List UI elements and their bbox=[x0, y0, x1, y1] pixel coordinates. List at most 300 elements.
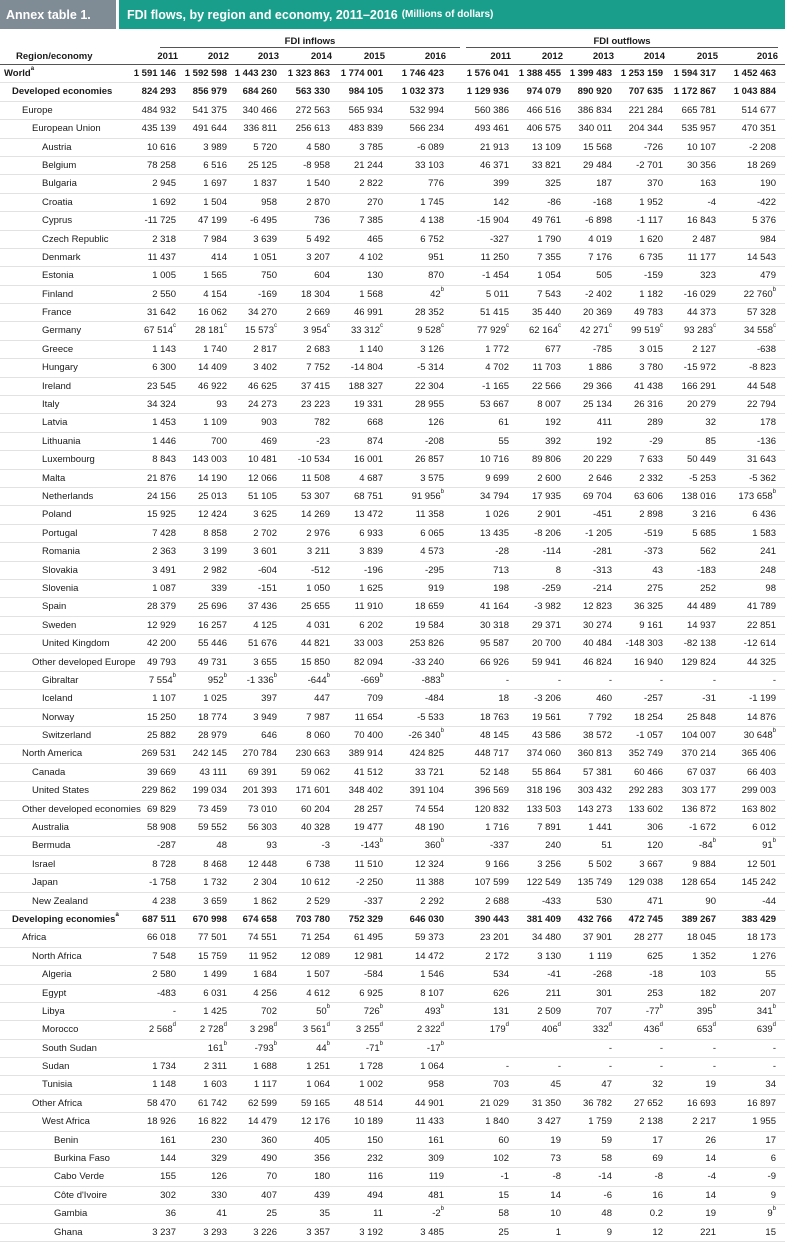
outflow-cell: 207 bbox=[760, 987, 776, 999]
row-name: Slovenia bbox=[42, 582, 79, 594]
outflow-cell: -785 bbox=[592, 343, 612, 355]
outflow-cell: 26 316 bbox=[633, 399, 663, 411]
outflow-cell: 19 561 bbox=[531, 711, 561, 723]
outflow-cell: -86 bbox=[547, 196, 561, 208]
table-row bbox=[0, 1132, 785, 1150]
row-name: Cyprus bbox=[42, 215, 73, 227]
outflow-cell: 2 898 bbox=[639, 509, 663, 521]
outflow-cell: 253 bbox=[647, 987, 663, 999]
outflow-cell: 120 bbox=[647, 840, 663, 852]
outflow-cell: 44 325 bbox=[746, 656, 776, 668]
inflow-cell: 93 bbox=[266, 840, 277, 852]
outflow-cell: 22 566 bbox=[531, 380, 561, 392]
inflow-cell: -484 bbox=[424, 693, 444, 705]
inflow-cell: 703 780 bbox=[295, 913, 330, 925]
outflow-cell: 14 bbox=[550, 1189, 561, 1201]
inflow-cell: 6 202 bbox=[359, 619, 383, 631]
outflow-cell: 49 783 bbox=[633, 307, 663, 319]
table-row bbox=[0, 231, 785, 249]
outflow-cell: 18 045 bbox=[686, 932, 716, 944]
inflow-cell: 3 949 bbox=[253, 711, 277, 723]
outflow-cell: 9$^b$ bbox=[767, 1206, 776, 1220]
inflow-cell: 532 994 bbox=[409, 104, 444, 116]
inflow-cell: 28 257 bbox=[353, 803, 383, 815]
table-row bbox=[0, 801, 785, 819]
table-row bbox=[0, 1058, 785, 1076]
outflow-cell: -1 057 bbox=[636, 730, 663, 742]
inflow-cell: 77 501 bbox=[197, 932, 227, 944]
inflow-cell: 1 002 bbox=[359, 1079, 383, 1091]
inflow-cell: 49 793 bbox=[146, 656, 176, 668]
table-row bbox=[0, 1205, 785, 1223]
row-name: North Africa bbox=[32, 950, 82, 962]
table-row bbox=[0, 1021, 785, 1039]
row-name: Europe bbox=[22, 104, 53, 116]
inflow-cell: 230 663 bbox=[295, 748, 330, 760]
outflow-cell: 51 bbox=[601, 840, 612, 852]
outflow-cell: 514 677 bbox=[741, 104, 776, 116]
inflow-cell: 776 bbox=[428, 178, 444, 190]
table-row bbox=[0, 414, 785, 432]
row-name: Norway bbox=[42, 711, 75, 723]
table-row bbox=[0, 580, 785, 598]
inflow-cell: 33 721 bbox=[414, 766, 444, 778]
inflow-cell: 494 bbox=[367, 1189, 383, 1201]
inflow-cell: 824 293 bbox=[141, 86, 176, 98]
outflow-cell: 7 176 bbox=[588, 251, 612, 263]
table-row bbox=[0, 635, 785, 653]
fdi-table bbox=[0, 34, 785, 1242]
outflow-cell: 241 bbox=[760, 546, 776, 558]
inflow-cell: 6 300 bbox=[152, 362, 176, 374]
outflow-cell: 3 667 bbox=[639, 858, 663, 870]
outflow-cell: 25 134 bbox=[582, 399, 612, 411]
inflow-cell: 71 254 bbox=[300, 932, 330, 944]
table-body bbox=[0, 65, 785, 1242]
outflow-cell: 34 794 bbox=[479, 490, 509, 502]
inflow-cell: 1 443 230 bbox=[234, 68, 277, 79]
outflow-cell: 12 501 bbox=[746, 858, 776, 870]
row-name: Austria bbox=[42, 141, 72, 153]
inflow-cell: 1 688 bbox=[253, 1061, 277, 1073]
row-name: Sweden bbox=[42, 619, 77, 631]
inflow-cell: 58 470 bbox=[146, 1097, 176, 1109]
inflow-cell: 435 139 bbox=[141, 123, 176, 135]
outflow-cell: 1 043 884 bbox=[733, 86, 776, 98]
inflow-cell: 750 bbox=[261, 270, 277, 282]
year-header-in-2014: 2014 bbox=[310, 51, 332, 62]
inflow-cell: 4 238 bbox=[152, 895, 176, 907]
inflow-cell: 6 752 bbox=[420, 233, 444, 245]
inflow-cell: 12 929 bbox=[146, 619, 176, 631]
inflow-cell: 48 190 bbox=[414, 822, 444, 834]
inflow-cell: 687 511 bbox=[142, 913, 176, 925]
table-row bbox=[0, 782, 785, 800]
inflow-cell: 242 145 bbox=[192, 748, 227, 760]
inflow-cell: 1 774 001 bbox=[340, 68, 383, 79]
outflow-cell: 4 019 bbox=[588, 233, 612, 245]
inflow-cell: 1 064 bbox=[306, 1079, 330, 1091]
outflow-cell: -1 205 bbox=[585, 527, 612, 539]
outflow-cell: 470 351 bbox=[741, 123, 776, 135]
inflow-cell: 16 257 bbox=[197, 619, 227, 631]
outflow-cell: -2 402 bbox=[585, 288, 612, 300]
inflow-cell: -11 725 bbox=[144, 215, 176, 227]
inflow-cell: 1 540 bbox=[306, 178, 330, 190]
inflow-cell: 28 379 bbox=[146, 601, 176, 613]
outflow-cell: 1 576 041 bbox=[466, 68, 509, 79]
outflow-cell: -281 bbox=[592, 546, 612, 558]
inflow-cell: 28 181$^c$ bbox=[194, 323, 227, 337]
inflow-cell: 563 330 bbox=[295, 86, 330, 98]
inflow-cell: -17$^b$ bbox=[426, 1040, 444, 1054]
inflow-cell: 1 051 bbox=[253, 251, 277, 263]
row-name: European Union bbox=[32, 123, 101, 135]
table-row bbox=[0, 102, 785, 120]
inflow-cell: 8 843 bbox=[152, 454, 176, 466]
inflow-cell: 2 318 bbox=[152, 233, 176, 245]
outflow-cell: 411 bbox=[596, 417, 612, 429]
row-name: Bermuda bbox=[32, 840, 71, 852]
outflow-cell: 29 371 bbox=[531, 619, 561, 631]
outflow-cell: 383 429 bbox=[741, 913, 776, 925]
row-name: Hungary bbox=[42, 362, 78, 374]
inflow-cell: 4 102 bbox=[359, 251, 383, 263]
inflow-cell: 48 514 bbox=[353, 1097, 383, 1109]
inflow-cell: 3 293 bbox=[203, 1226, 227, 1238]
inflow-cell: 3 561$^d$ bbox=[302, 1022, 330, 1036]
inflow-cell: 3 575 bbox=[420, 472, 444, 484]
row-name: Côte d'Ivoire bbox=[54, 1189, 108, 1201]
inflow-cell: 490 bbox=[261, 1153, 277, 1165]
inflow-cell: 1 148 bbox=[152, 1079, 176, 1091]
inflow-cell: 15 759 bbox=[197, 950, 227, 962]
outflow-cell: 2 138 bbox=[639, 1116, 663, 1128]
outflow-cell: 34 558$^c$ bbox=[743, 323, 776, 337]
inflow-cell: 856 979 bbox=[192, 86, 227, 98]
outflow-cell: 14 543 bbox=[746, 251, 776, 263]
outflow-cell: - bbox=[772, 1042, 776, 1054]
outflow-cell: 16 693 bbox=[686, 1097, 716, 1109]
inflow-cell: 1 109 bbox=[203, 417, 227, 429]
group-header-inflows: FDI inflows bbox=[284, 36, 336, 47]
inflow-cell: 465 bbox=[367, 233, 383, 245]
inflow-cell: 61 495 bbox=[353, 932, 383, 944]
table-row bbox=[0, 139, 785, 157]
outflow-cell: 1 441 bbox=[588, 822, 612, 834]
outflow-cell: 66 926 bbox=[479, 656, 509, 668]
outflow-cell: 57 381 bbox=[582, 766, 612, 778]
inflow-cell: 19 331 bbox=[353, 399, 383, 411]
inflow-cell: 74 551 bbox=[247, 932, 277, 944]
row-name: Japan bbox=[32, 877, 58, 889]
inflow-cell: -1 336$^b$ bbox=[246, 672, 277, 686]
outflow-cell: 1 452 463 bbox=[733, 68, 776, 79]
outflow-cell: 135 749 bbox=[577, 877, 612, 889]
outflow-cell: -44 bbox=[762, 895, 776, 907]
outflow-cell: 1 583 bbox=[752, 527, 776, 539]
outflow-cell: -9 bbox=[767, 1171, 776, 1183]
outflow-cell: -77$^b$ bbox=[645, 1003, 663, 1017]
year-header-out-2011: 2011 bbox=[490, 51, 511, 62]
inflow-cell: 3 226 bbox=[253, 1226, 277, 1238]
inflow-cell: 339 bbox=[211, 582, 227, 594]
outflow-cell: 707 bbox=[596, 1005, 612, 1017]
inflow-cell: 10 481 bbox=[247, 454, 277, 466]
inflow-cell: 59 165 bbox=[300, 1097, 330, 1109]
inflow-cell: 201 393 bbox=[242, 785, 277, 797]
inflow-cell: -793$^b$ bbox=[254, 1040, 277, 1054]
outflow-cell: 432 766 bbox=[577, 913, 612, 925]
inflow-cell: 439 bbox=[314, 1189, 330, 1201]
inflow-cell: 11 910 bbox=[354, 601, 383, 613]
inflow-cell: 1 592 598 bbox=[184, 68, 227, 79]
outflow-cell: 20 229 bbox=[582, 454, 612, 466]
outflow-cell: 653$^d$ bbox=[696, 1022, 716, 1036]
outflow-cell: 63 606 bbox=[633, 490, 663, 502]
outflow-cell: 505 bbox=[596, 270, 612, 282]
outflow-cell: -726 bbox=[643, 141, 663, 153]
inflow-cell: 2 870 bbox=[306, 196, 330, 208]
table-row bbox=[0, 1187, 785, 1205]
outflow-cell: 303 177 bbox=[681, 785, 716, 797]
outflow-cell: -422 bbox=[756, 196, 776, 208]
row-name: Denmark bbox=[42, 251, 81, 263]
outflow-cell: 43 586 bbox=[531, 730, 561, 742]
outflow-cell: 58 bbox=[498, 1208, 509, 1220]
outflow-cell: 143 273 bbox=[577, 803, 612, 815]
outflow-cell: -14 bbox=[598, 1171, 612, 1183]
outflow-cell: 1 388 455 bbox=[518, 68, 561, 79]
outflow-cell: 8 007 bbox=[537, 399, 561, 411]
table-row bbox=[0, 212, 785, 230]
inflow-cell: 93 bbox=[216, 399, 227, 411]
inflow-cell: 2 322$^d$ bbox=[416, 1022, 444, 1036]
outflow-cell: -29 bbox=[649, 435, 663, 447]
outflow-cell: -519 bbox=[643, 527, 663, 539]
outflow-cell: 13 435 bbox=[479, 527, 509, 539]
inflow-cell: 541 375 bbox=[192, 104, 227, 116]
outflow-cell: 3 780 bbox=[639, 362, 663, 374]
group-header-row bbox=[0, 34, 785, 48]
outflow-cell: 17 bbox=[765, 1134, 776, 1146]
outflow-cell: 4 702 bbox=[485, 362, 509, 374]
inflow-cell: -584 bbox=[363, 969, 383, 981]
outflow-cell: 30 274 bbox=[582, 619, 612, 631]
inflow-cell: 952$^b$ bbox=[207, 672, 227, 686]
outflow-cell: 69 704 bbox=[582, 490, 612, 502]
outflow-cell: 2 646 bbox=[588, 472, 612, 484]
inflow-cell: 11 388 bbox=[415, 877, 444, 889]
outflow-cell: 466 516 bbox=[526, 104, 561, 116]
inflow-cell: 188 327 bbox=[348, 380, 383, 392]
annex-label: Annex table 1. bbox=[0, 0, 116, 29]
outflow-cell: 93 283$^c$ bbox=[683, 323, 716, 337]
inflow-cell: 4 256 bbox=[253, 987, 277, 999]
row-name: Portugal bbox=[42, 527, 78, 539]
inflow-cell: 1 064 bbox=[420, 1061, 444, 1073]
table-row bbox=[0, 929, 785, 947]
inflow-cell: 37 436 bbox=[247, 601, 277, 613]
outflow-cell: 52 148 bbox=[479, 766, 509, 778]
inflow-cell: 447 bbox=[314, 693, 330, 705]
row-name: Switzerland bbox=[42, 730, 92, 742]
inflow-cell: 2 292 bbox=[420, 895, 444, 907]
outflow-cell: 352 749 bbox=[628, 748, 663, 760]
inflow-cell: 3 639 bbox=[253, 233, 277, 245]
inflow-cell: 407 bbox=[261, 1189, 277, 1201]
outflow-cell: 3 216 bbox=[692, 509, 716, 521]
inflow-cell: 150 bbox=[367, 1134, 383, 1146]
inflow-cell: 1 837 bbox=[253, 178, 277, 190]
outflow-cell: 67 037 bbox=[686, 766, 716, 778]
inflow-cell: 3 485 bbox=[420, 1226, 444, 1238]
inflow-cell: 702 bbox=[261, 1005, 277, 1017]
outflow-cell: 182 bbox=[700, 987, 716, 999]
inflow-cell: 1 005 bbox=[152, 270, 176, 282]
row-name: Other Africa bbox=[32, 1097, 83, 1109]
inflow-cell: 670 998 bbox=[192, 913, 227, 925]
inflow-cell: 130 bbox=[367, 270, 383, 282]
inflow-cell: 42$^b$ bbox=[430, 286, 444, 300]
inflow-cell: 1 745 bbox=[420, 196, 444, 208]
inflow-cell: 91 956$^b$ bbox=[411, 488, 444, 502]
outflow-cell: 192 bbox=[596, 435, 612, 447]
outflow-cell: 16 843 bbox=[686, 215, 716, 227]
outflow-cell: 2 127 bbox=[692, 343, 716, 355]
inflow-cell: 232 bbox=[367, 1153, 383, 1165]
inflow-cell: 389 914 bbox=[348, 748, 383, 760]
inflow-cell: 25 655 bbox=[300, 601, 330, 613]
table-row bbox=[0, 175, 785, 193]
inflow-cell: 2 683 bbox=[306, 343, 330, 355]
outflow-cell: 51 415 bbox=[479, 307, 509, 319]
outflow-cell: 7 355 bbox=[537, 251, 561, 263]
inflow-cell: 6 031 bbox=[203, 987, 227, 999]
inflow-cell: 270 bbox=[367, 196, 383, 208]
outflow-cell: 2 332 bbox=[639, 472, 663, 484]
outflow-cell: -12 614 bbox=[743, 638, 776, 650]
table-row bbox=[0, 672, 785, 690]
inflow-cell: 50$^b$ bbox=[316, 1003, 330, 1017]
inflow-cell: 1 504 bbox=[203, 196, 227, 208]
outflow-cell: 1 bbox=[555, 1226, 561, 1238]
inflow-cell: 684 260 bbox=[242, 86, 277, 98]
inflow-cell: 14 269 bbox=[300, 509, 330, 521]
inflow-cell: 41 bbox=[216, 1208, 227, 1220]
inflow-cell: 60 204 bbox=[300, 803, 330, 815]
outflow-cell: 190 bbox=[760, 178, 776, 190]
outflow-cell: 6 bbox=[770, 1153, 776, 1165]
outflow-cell: - bbox=[712, 1042, 716, 1054]
outflow-cell: -6 898 bbox=[585, 215, 612, 227]
inflow-cell: 28 979 bbox=[197, 730, 227, 742]
outflow-cell: 61 bbox=[498, 417, 509, 429]
outflow-cell: 14 bbox=[705, 1189, 716, 1201]
inflow-cell: 11 437 bbox=[147, 251, 176, 263]
outflow-cell: 2 217 bbox=[692, 1116, 716, 1128]
inflow-cell: 11 510 bbox=[354, 858, 383, 870]
outflow-cell: 31 643 bbox=[746, 454, 776, 466]
outflow-cell: -8 823 bbox=[749, 362, 776, 374]
inflow-cell: 18 926 bbox=[146, 1116, 176, 1128]
inflow-cell: 700 bbox=[211, 435, 227, 447]
inflow-cell: 161$^b$ bbox=[207, 1040, 227, 1054]
inflow-cell: 44$^b$ bbox=[316, 1040, 330, 1054]
outflow-cell: 120 832 bbox=[474, 803, 509, 815]
year-header-in-2012: 2012 bbox=[207, 51, 229, 62]
outflow-cell: 145 242 bbox=[741, 877, 776, 889]
outflow-cell: 91$^b$ bbox=[762, 838, 776, 852]
inflow-cell: 951 bbox=[428, 251, 444, 263]
outflow-cell: 22 794 bbox=[746, 399, 776, 411]
inflow-cell: 566 234 bbox=[409, 123, 444, 135]
inflow-cell: 3 402 bbox=[253, 362, 277, 374]
inflow-cell: -6 495 bbox=[250, 215, 277, 227]
inflow-cell: 1 143 bbox=[152, 343, 176, 355]
inflow-cell: 397 bbox=[261, 693, 277, 705]
inflow-cell: 11 bbox=[373, 1208, 383, 1220]
outflow-cell: 30 648$^b$ bbox=[743, 728, 776, 742]
inflow-cell: 3 954$^c$ bbox=[303, 323, 330, 337]
outflow-cell: 30 318 bbox=[479, 619, 509, 631]
row-name: Libya bbox=[42, 1005, 65, 1017]
outflow-cell: 18 269 bbox=[746, 159, 776, 171]
row-name: Estonia bbox=[42, 270, 74, 282]
year-header-out-2016: 2016 bbox=[756, 51, 778, 62]
inflow-cell: 1 087 bbox=[152, 582, 176, 594]
inflow-cell: 1 692 bbox=[152, 196, 176, 208]
inflow-cell: 7 385 bbox=[359, 215, 383, 227]
outflow-cell: 50 449 bbox=[686, 454, 716, 466]
outflow-cell: - bbox=[557, 674, 561, 686]
inflow-cell: 116 bbox=[367, 1171, 383, 1183]
outflow-cell: 27 652 bbox=[633, 1097, 663, 1109]
inflow-cell: -10 534 bbox=[297, 454, 330, 466]
table-row bbox=[0, 157, 785, 175]
inflow-cell: 736 bbox=[314, 215, 330, 227]
outflow-cell: 98 bbox=[765, 582, 776, 594]
outflow-cell: 318 196 bbox=[526, 785, 561, 797]
outflow-cell: 44 373 bbox=[686, 307, 716, 319]
outflow-cell: 129 824 bbox=[681, 656, 716, 668]
inflow-cell: 253 826 bbox=[409, 638, 444, 650]
inflow-cell: 14 409 bbox=[197, 362, 227, 374]
inflow-cell: 1 732 bbox=[203, 877, 227, 889]
table-row bbox=[0, 433, 785, 451]
table-row bbox=[0, 727, 785, 745]
inflow-cell: 302 bbox=[160, 1189, 176, 1201]
outflow-cell: -337 bbox=[489, 840, 509, 852]
inflow-cell: 33 312$^c$ bbox=[350, 323, 383, 337]
inflow-cell: 348 402 bbox=[348, 785, 383, 797]
outflow-cell: 44 548 bbox=[746, 380, 776, 392]
outflow-cell: 89 806 bbox=[531, 454, 561, 466]
row-name: Greece bbox=[42, 343, 74, 355]
outflow-cell: - bbox=[557, 1061, 561, 1073]
year-header-row bbox=[0, 48, 785, 65]
inflow-cell: 3 601 bbox=[253, 546, 277, 558]
outflow-cell: 479 bbox=[760, 270, 776, 282]
outflow-cell: 703 bbox=[493, 1079, 509, 1091]
outflow-cell: 10 716 bbox=[479, 454, 509, 466]
inflow-cell: 1 697 bbox=[203, 178, 227, 190]
outflow-cell: -1 bbox=[500, 1171, 509, 1183]
outflow-cell: 128 654 bbox=[681, 877, 716, 889]
inflow-cell: 15 250 bbox=[146, 711, 176, 723]
outflow-cell: 1 054 bbox=[537, 270, 561, 282]
outflow-cell: 3 130 bbox=[537, 950, 561, 962]
